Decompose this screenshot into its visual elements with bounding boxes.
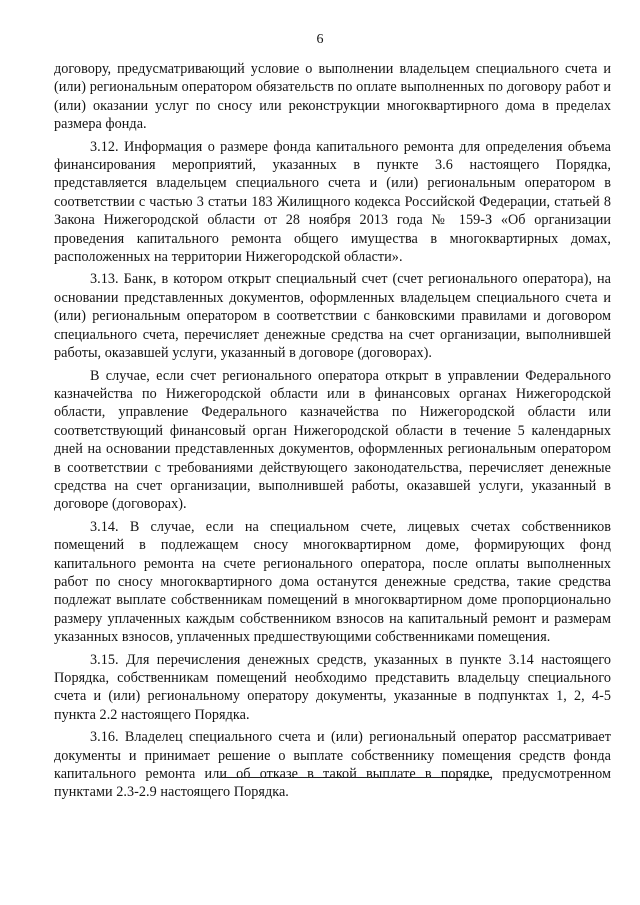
paragraph-3-14: 3.14. В случае, если на специальном счете, лицевых счетах собственников помещений в подлежащем сносу многоквартирном доме, формирующих фонд капитального ремонта на счете регионального оператора, после оплаты выполненных работ по сносу многоквартирного дома останутся денежные средства, такие средства подлежат выплате собственникам помещений в многоквартирном доме пропорционально размеру уплаченных каждым собственником взносов на капитальный ремонт и размерам указанных взносов, уплаченных предшествующими собственниками помещения. — [54, 518, 611, 646]
paragraph-3-16: 3.16. Владелец специального счета и (или) региональный оператор рассматривает документы и принимает решение о выплате собственнику помещения средств фонда капитального ремонта или об отказе в такой выплате в порядке, предусмотренном пунктами 2.3-2.9 настоящего Порядка. — [54, 729, 611, 801]
document-body — [54, 60, 611, 806]
paragraph-3-12: 3.12. Информация о размере фонда капитального ремонта для определения объема финансирования мероприятий, указанных в пункте 3.6 настоящего Порядка, представляется владельцем специального счета и (или) региональным оператором в соответствии с частью 3 статьи 183 Жилищного кодекса Российской Федерации, статьей 8 Закона Нижегородской области от 28 ноября 2013 года № 159-З «Об организации проведения капитального ремонта общего имущества в многоквартирных домах, расположенных на территории Нижегородской области». — [54, 138, 611, 266]
paragraph-treasury-case: В случае, если счет регионального оператора открыт в управлении Федерального казначейства по Нижегородской области или в финансовых органах Нижегородской области, управление Федерального казначейства по Нижегородской области или соответствующий финансовый орган Нижегородской области в течение 5 календарных дней на основании представленных документов, оформленных региональным оператором в соответствии с требованиями действующего законодательства, перечисляет денежные средства на счет организации, выполнившей работы, оказавшей услуги, указанный в договоре (договорах). — [54, 367, 611, 513]
paragraph-continuation: договору, предусматривающий условие о выполнении владельцем специального счета и (или) региональным оператором обязательств по оплате выполненных по договору работ и (или) оказании услуг по сносу или реконструкции многоквартирного дома в пределах размера фонда. — [54, 61, 611, 133]
end-of-document-rule — [219, 777, 491, 778]
paragraph-3-13: 3.13. Банк, в котором открыт специальный счет (счет регионального оператора), на основании представленных документов, оформленных владельцем специального счета и (или) региональным оператором в соответствии с банковскими правилами и договором специального счета, перечисляет денежные средства на счет организации, выполнившей работы, оказавшей услуги, указанный в договоре (договорах). — [54, 271, 611, 362]
page-number: 6 — [316, 32, 324, 47]
paragraph-3-15: 3.15. Для перечисления денежных средств, указанных в пункте 3.14 настоящего Порядка, собственникам помещений необходимо представить владельцу специального счета и (или) региональному оператору документы, указанные в подпунктах 1, 2, 4-5 пункта 2.2 настоящего Порядка. — [54, 651, 611, 723]
